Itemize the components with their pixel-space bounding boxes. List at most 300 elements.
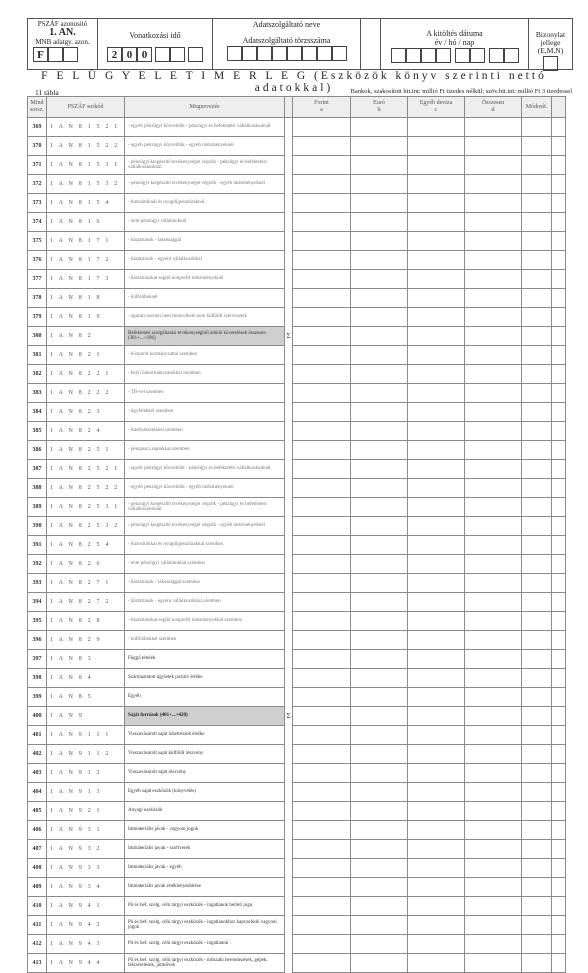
- forint-value[interactable]: [293, 859, 351, 878]
- euro-value[interactable]: [351, 251, 408, 270]
- date-digit[interactable]: [489, 48, 504, 63]
- euro-value[interactable]: [351, 859, 408, 878]
- table-row: [28, 175, 566, 194]
- modification-cell[interactable]: [522, 118, 552, 137]
- forint-value[interactable]: [293, 536, 351, 555]
- total-value[interactable]: [465, 270, 522, 289]
- table-row: [28, 118, 566, 137]
- other-currency-value[interactable]: [408, 935, 465, 954]
- forint-value[interactable]: [293, 574, 351, 593]
- forint-value[interactable]: [293, 764, 351, 783]
- total-value[interactable]: [465, 916, 522, 935]
- date-digit[interactable]: [455, 48, 470, 63]
- modification-cell[interactable]: [522, 270, 552, 289]
- reg-digit[interactable]: [317, 46, 332, 61]
- total-value[interactable]: [465, 251, 522, 270]
- euro-value[interactable]: [351, 745, 408, 764]
- total-value[interactable]: [465, 631, 522, 650]
- row-code: 1 A N 8 1 7 3: [47, 270, 125, 289]
- date-digit[interactable]: [504, 48, 519, 63]
- reg-digit[interactable]: [227, 46, 242, 61]
- total-value[interactable]: [465, 498, 522, 517]
- total-value[interactable]: [465, 156, 522, 175]
- total-value[interactable]: [465, 954, 522, 973]
- modification-cell[interactable]: [522, 764, 552, 783]
- other-currency-value[interactable]: [408, 365, 465, 384]
- forint-value[interactable]: [293, 498, 351, 517]
- euro-value[interactable]: [351, 118, 408, 137]
- euro-value[interactable]: [351, 365, 408, 384]
- total-value[interactable]: [465, 327, 522, 346]
- euro-value[interactable]: [351, 479, 408, 498]
- row-number: 370: [28, 137, 47, 156]
- sum-sign: [285, 289, 293, 308]
- table-row: [28, 669, 566, 688]
- modification-cell[interactable]: [522, 897, 552, 916]
- other-currency-value[interactable]: [408, 479, 465, 498]
- forint-value[interactable]: [293, 555, 351, 574]
- cert-label: Bizonylat jellege (E,M,N): [535, 30, 566, 55]
- euro-value[interactable]: [351, 650, 408, 669]
- forint-value[interactable]: [293, 612, 351, 631]
- euro-value[interactable]: [351, 346, 408, 365]
- euro-value[interactable]: [351, 840, 408, 859]
- forint-value[interactable]: [293, 175, 351, 194]
- total-value[interactable]: [465, 403, 522, 422]
- sum-sign: [285, 422, 293, 441]
- forint-value[interactable]: [293, 688, 351, 707]
- row-end-cell: [552, 555, 566, 574]
- other-currency-value[interactable]: [408, 308, 465, 327]
- period-digit[interactable]: [170, 47, 185, 62]
- total-value[interactable]: [465, 555, 522, 574]
- forint-value[interactable]: [293, 821, 351, 840]
- other-currency-value[interactable]: [408, 194, 465, 213]
- modification-cell[interactable]: [522, 802, 552, 821]
- row-code: 1 A N 8 1 7 1: [47, 232, 125, 251]
- euro-value[interactable]: [351, 764, 408, 783]
- euro-value[interactable]: [351, 821, 408, 840]
- modification-cell[interactable]: [522, 289, 552, 308]
- other-currency-value[interactable]: [408, 574, 465, 593]
- euro-value[interactable]: [351, 916, 408, 935]
- row-number: 374: [28, 213, 47, 232]
- modification-cell[interactable]: [522, 403, 552, 422]
- row-number: 397: [28, 650, 47, 669]
- total-value[interactable]: [465, 517, 522, 536]
- forint-value[interactable]: [293, 745, 351, 764]
- euro-value[interactable]: [351, 612, 408, 631]
- date-digit[interactable]: [406, 48, 421, 63]
- euro-value[interactable]: [351, 783, 408, 802]
- modification-cell[interactable]: [522, 517, 552, 536]
- total-value[interactable]: [465, 650, 522, 669]
- euro-value[interactable]: [351, 175, 408, 194]
- euro-value[interactable]: [351, 555, 408, 574]
- modification-cell[interactable]: [522, 460, 552, 479]
- modification-cell[interactable]: [522, 555, 552, 574]
- forint-value[interactable]: [293, 137, 351, 156]
- forint-value[interactable]: [293, 422, 351, 441]
- euro-value[interactable]: [351, 498, 408, 517]
- total-value[interactable]: [465, 707, 522, 726]
- euro-value[interactable]: [351, 460, 408, 479]
- row-number: 378: [28, 289, 47, 308]
- other-currency-value[interactable]: [408, 669, 465, 688]
- total-value[interactable]: [465, 783, 522, 802]
- total-value[interactable]: [465, 479, 522, 498]
- total-value[interactable]: [465, 574, 522, 593]
- total-value[interactable]: [465, 232, 522, 251]
- forint-value[interactable]: [293, 441, 351, 460]
- total-value[interactable]: [465, 536, 522, 555]
- other-currency-value[interactable]: [408, 897, 465, 916]
- modification-cell[interactable]: [522, 954, 552, 973]
- total-value[interactable]: [465, 612, 522, 631]
- sum-sign: [285, 954, 293, 973]
- other-currency-value[interactable]: [408, 441, 465, 460]
- euro-value[interactable]: [351, 669, 408, 688]
- total-value[interactable]: [465, 764, 522, 783]
- form-type-box-2[interactable]: [48, 47, 63, 62]
- other-currency-value[interactable]: [408, 840, 465, 859]
- modification-cell[interactable]: [522, 783, 552, 802]
- other-currency-value[interactable]: [408, 631, 465, 650]
- other-currency-value[interactable]: [408, 593, 465, 612]
- euro-value[interactable]: [351, 232, 408, 251]
- total-value[interactable]: [465, 365, 522, 384]
- other-currency-value[interactable]: [408, 156, 465, 175]
- other-currency-value[interactable]: [408, 213, 465, 232]
- forint-value[interactable]: [293, 916, 351, 935]
- row-end-cell: [552, 954, 566, 973]
- sum-sign: [285, 859, 293, 878]
- modification-cell[interactable]: [522, 650, 552, 669]
- row-description: - pénzügyi kiegészítő tevékenységet végzők - pénzügyi és befektetési vállalkozásoknál: [125, 156, 285, 175]
- euro-value[interactable]: [351, 631, 408, 650]
- forint-value[interactable]: [293, 517, 351, 536]
- total-value[interactable]: [465, 137, 522, 156]
- euro-value[interactable]: [351, 726, 408, 745]
- total-value[interactable]: [465, 688, 522, 707]
- modification-cell[interactable]: [522, 251, 552, 270]
- form-id: 1. AN.: [49, 27, 76, 38]
- col-header-sorsz: Mind sorsz.: [28, 97, 47, 118]
- euro-value[interactable]: [351, 441, 408, 460]
- modification-cell[interactable]: [522, 669, 552, 688]
- forint-value[interactable]: [293, 346, 351, 365]
- row-number: 406: [28, 821, 47, 840]
- other-currency-value[interactable]: [408, 327, 465, 346]
- table-header-row: [28, 97, 566, 118]
- forint-value[interactable]: [293, 251, 351, 270]
- euro-value[interactable]: [351, 517, 408, 536]
- other-currency-value[interactable]: [408, 403, 465, 422]
- forint-value[interactable]: [293, 650, 351, 669]
- other-currency-value[interactable]: [408, 612, 465, 631]
- other-currency-value[interactable]: [408, 707, 465, 726]
- total-value[interactable]: [465, 213, 522, 232]
- reg-digit[interactable]: [287, 46, 302, 61]
- forint-value[interactable]: [293, 669, 351, 688]
- other-currency-value[interactable]: [408, 954, 465, 973]
- modification-cell[interactable]: [522, 745, 552, 764]
- period-digit[interactable]: [155, 47, 170, 62]
- modification-cell[interactable]: [522, 840, 552, 859]
- forint-value[interactable]: [293, 726, 351, 745]
- forint-value[interactable]: [293, 935, 351, 954]
- period-digit[interactable]: [188, 47, 203, 62]
- other-currency-value[interactable]: [408, 745, 465, 764]
- row-end-cell: [552, 194, 566, 213]
- modification-cell[interactable]: [522, 384, 552, 403]
- other-currency-value[interactable]: [408, 802, 465, 821]
- modification-cell[interactable]: [522, 726, 552, 745]
- modification-cell[interactable]: [522, 935, 552, 954]
- modification-cell[interactable]: [522, 859, 552, 878]
- other-currency-value[interactable]: [408, 821, 465, 840]
- other-currency-value[interactable]: [408, 422, 465, 441]
- row-description: Visszavásárolt saját üzletrészek értéke: [125, 726, 285, 745]
- modification-cell[interactable]: [522, 821, 552, 840]
- modification-cell[interactable]: [522, 422, 552, 441]
- forint-value[interactable]: [293, 308, 351, 327]
- euro-value[interactable]: [351, 137, 408, 156]
- modification-cell[interactable]: [522, 498, 552, 517]
- other-currency-value[interactable]: [408, 783, 465, 802]
- row-description: - háztartások - lakossággal: [125, 232, 285, 251]
- row-number: 376: [28, 251, 47, 270]
- total-value[interactable]: [465, 726, 522, 745]
- forint-value[interactable]: [293, 479, 351, 498]
- period-digit[interactable]: 2: [107, 47, 122, 62]
- forint-value[interactable]: [293, 878, 351, 897]
- row-description: - TB-vel szemben: [125, 384, 285, 403]
- modification-cell[interactable]: [522, 327, 552, 346]
- forint-value[interactable]: [293, 194, 351, 213]
- forint-value[interactable]: [293, 631, 351, 650]
- forint-value[interactable]: [293, 327, 351, 346]
- euro-value[interactable]: [351, 308, 408, 327]
- other-currency-value[interactable]: [408, 270, 465, 289]
- total-value[interactable]: [465, 194, 522, 213]
- total-value[interactable]: [465, 441, 522, 460]
- euro-value[interactable]: [351, 289, 408, 308]
- forint-value[interactable]: [293, 270, 351, 289]
- modification-cell[interactable]: [522, 612, 552, 631]
- total-value[interactable]: [465, 346, 522, 365]
- other-currency-value[interactable]: [408, 251, 465, 270]
- total-value[interactable]: [465, 840, 522, 859]
- row-end-cell: [552, 517, 566, 536]
- sum-sign: [285, 118, 293, 137]
- reg-digit[interactable]: [242, 46, 257, 61]
- euro-value[interactable]: [351, 270, 408, 289]
- other-currency-value[interactable]: [408, 175, 465, 194]
- row-description: - pénzügyi kiegészítő tevékenységet végzők - pénzügyi és befektetési vállalkozásoknál: [125, 498, 285, 517]
- other-currency-value[interactable]: [408, 517, 465, 536]
- reg-digit[interactable]: [272, 46, 287, 61]
- other-currency-value[interactable]: [408, 232, 465, 251]
- other-currency-value[interactable]: [408, 289, 465, 308]
- other-currency-value[interactable]: [408, 137, 465, 156]
- forint-value[interactable]: [293, 213, 351, 232]
- total-value[interactable]: [465, 460, 522, 479]
- modification-cell[interactable]: [522, 593, 552, 612]
- modification-cell[interactable]: [522, 232, 552, 251]
- cert-type-box[interactable]: [543, 56, 558, 71]
- sum-sign: [285, 745, 293, 764]
- reg-digit[interactable]: [257, 46, 272, 61]
- sum-sign: [285, 650, 293, 669]
- row-end-cell: [552, 916, 566, 935]
- forint-value[interactable]: [293, 954, 351, 973]
- euro-value[interactable]: [351, 403, 408, 422]
- row-code: 1 A N 8 2 2 1: [47, 365, 125, 384]
- total-value[interactable]: [465, 935, 522, 954]
- row-code: 1 A N 8 2 5 1: [47, 441, 125, 460]
- modification-cell[interactable]: [522, 137, 552, 156]
- form-type-box-3[interactable]: [63, 47, 78, 62]
- modification-cell[interactable]: [522, 916, 552, 935]
- forint-value[interactable]: [293, 897, 351, 916]
- euro-value[interactable]: [351, 935, 408, 954]
- page-title: F E L Ü G Y E L E T I M E R L E G (Eszközök könyv szerinti nettó adatokkal): [41, 70, 547, 94]
- total-value[interactable]: [465, 422, 522, 441]
- total-value[interactable]: [465, 289, 522, 308]
- row-number: 384: [28, 403, 47, 422]
- forint-value[interactable]: [293, 156, 351, 175]
- date-digit[interactable]: [391, 48, 406, 63]
- other-currency-value[interactable]: [408, 859, 465, 878]
- period-digit[interactable]: 0: [122, 47, 137, 62]
- row-description: Származtatott ügyletek pozitív értéke: [125, 669, 285, 688]
- modification-cell[interactable]: [522, 308, 552, 327]
- euro-value[interactable]: [351, 422, 408, 441]
- row-description: Egyéb: [125, 688, 285, 707]
- other-currency-value[interactable]: [408, 878, 465, 897]
- other-currency-value[interactable]: [408, 118, 465, 137]
- euro-value[interactable]: [351, 384, 408, 403]
- forint-value[interactable]: [293, 232, 351, 251]
- other-currency-value[interactable]: [408, 726, 465, 745]
- date-digit[interactable]: [470, 48, 485, 63]
- modification-cell[interactable]: [522, 479, 552, 498]
- modification-cell[interactable]: [522, 346, 552, 365]
- other-currency-value[interactable]: [408, 688, 465, 707]
- period-digits: [98, 47, 212, 65]
- modification-cell[interactable]: [522, 707, 552, 726]
- total-value[interactable]: [465, 669, 522, 688]
- date-digit[interactable]: [436, 48, 451, 63]
- total-value[interactable]: [465, 878, 522, 897]
- table-row: [28, 650, 566, 669]
- euro-value[interactable]: [351, 688, 408, 707]
- provider-title: Adatszolgáltató neve: [252, 20, 321, 29]
- modification-cell[interactable]: [522, 156, 552, 175]
- total-value[interactable]: [465, 821, 522, 840]
- sum-sign: [285, 251, 293, 270]
- modification-cell[interactable]: [522, 441, 552, 460]
- modification-cell[interactable]: [522, 878, 552, 897]
- euro-value[interactable]: [351, 536, 408, 555]
- other-currency-value[interactable]: [408, 498, 465, 517]
- row-description: - egyéb pénzügyi közvetítők - pénzügyi és befektetési vállalkozásoknál: [125, 118, 285, 137]
- other-currency-value[interactable]: [408, 460, 465, 479]
- total-value[interactable]: [465, 384, 522, 403]
- forint-value[interactable]: [293, 289, 351, 308]
- row-end-cell: [552, 612, 566, 631]
- forint-value[interactable]: [293, 593, 351, 612]
- other-currency-value[interactable]: [408, 650, 465, 669]
- total-value[interactable]: [465, 802, 522, 821]
- modification-cell[interactable]: [522, 194, 552, 213]
- other-currency-value[interactable]: [408, 346, 465, 365]
- euro-value[interactable]: [351, 707, 408, 726]
- other-currency-value[interactable]: [408, 764, 465, 783]
- forint-value[interactable]: [293, 403, 351, 422]
- modification-cell[interactable]: [522, 574, 552, 593]
- modification-cell[interactable]: [522, 688, 552, 707]
- euro-value[interactable]: [351, 194, 408, 213]
- modification-cell[interactable]: [522, 631, 552, 650]
- forint-value[interactable]: [293, 783, 351, 802]
- forint-value[interactable]: [293, 802, 351, 821]
- forint-value[interactable]: [293, 460, 351, 479]
- modification-cell[interactable]: [522, 365, 552, 384]
- reg-digit[interactable]: [302, 46, 317, 61]
- date-digit[interactable]: [421, 48, 436, 63]
- euro-value[interactable]: [351, 593, 408, 612]
- euro-value[interactable]: [351, 213, 408, 232]
- other-currency-value[interactable]: [408, 916, 465, 935]
- other-currency-value[interactable]: [408, 384, 465, 403]
- forint-value[interactable]: [293, 707, 351, 726]
- forint-value[interactable]: [293, 384, 351, 403]
- euro-value[interactable]: [351, 574, 408, 593]
- forint-value[interactable]: [293, 365, 351, 384]
- total-value[interactable]: [465, 897, 522, 916]
- modification-cell[interactable]: [522, 175, 552, 194]
- euro-value[interactable]: [351, 802, 408, 821]
- forint-value[interactable]: [293, 118, 351, 137]
- other-currency-value[interactable]: [408, 555, 465, 574]
- other-currency-value[interactable]: [408, 536, 465, 555]
- row-code: 1 A N 8 2 5 3 2: [47, 517, 125, 536]
- euro-value[interactable]: [351, 156, 408, 175]
- euro-value[interactable]: [351, 954, 408, 973]
- period-digit[interactable]: 0: [137, 47, 152, 62]
- reg-digit[interactable]: [332, 46, 347, 61]
- total-value[interactable]: [465, 745, 522, 764]
- modification-cell[interactable]: [522, 536, 552, 555]
- euro-value[interactable]: [351, 897, 408, 916]
- total-value[interactable]: [465, 118, 522, 137]
- row-description: Egyéb saját eszközök (könyvelés): [125, 783, 285, 802]
- euro-value[interactable]: [351, 327, 408, 346]
- total-value[interactable]: [465, 175, 522, 194]
- total-value[interactable]: [465, 308, 522, 327]
- euro-value[interactable]: [351, 878, 408, 897]
- forint-value[interactable]: [293, 840, 351, 859]
- sum-sign: [285, 916, 293, 935]
- total-value[interactable]: [465, 859, 522, 878]
- row-description: - háztartásokat segítő nonprofit intézményekkel szemben: [125, 612, 285, 631]
- form-type-box[interactable]: F: [33, 47, 48, 62]
- modification-cell[interactable]: [522, 213, 552, 232]
- row-number: 405: [28, 802, 47, 821]
- total-value[interactable]: [465, 593, 522, 612]
